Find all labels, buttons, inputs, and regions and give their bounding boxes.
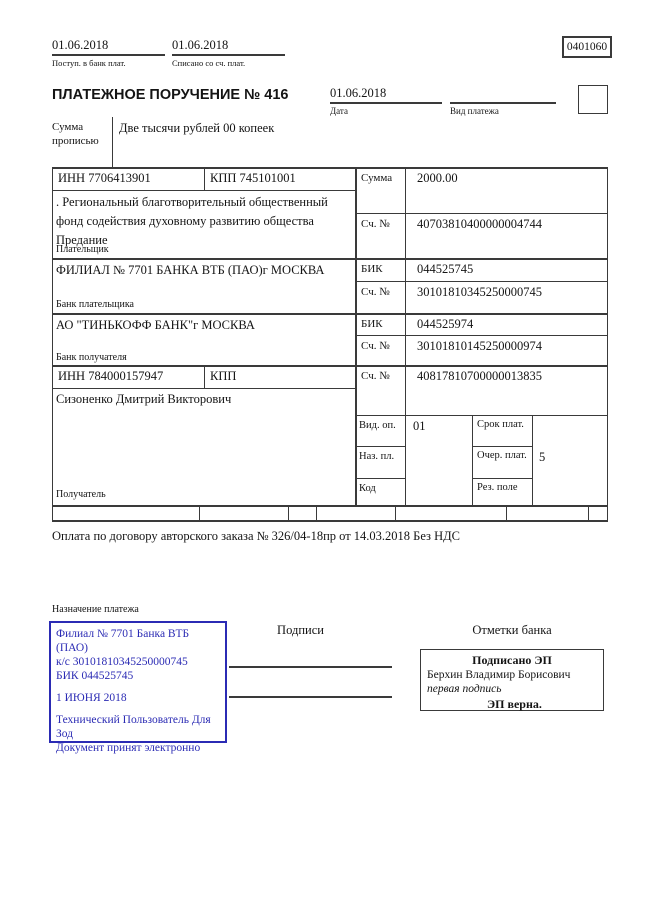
received-date-label: Поступ. в банк плат.	[52, 58, 126, 68]
esign-sign-type: первая подпись	[427, 683, 502, 696]
date-value: 01.06.2018	[330, 86, 442, 104]
amount-words-value: Две тысячи рублей 00 копеек	[119, 121, 275, 135]
payment-type-box	[578, 85, 608, 114]
stamp-bank-name: Филиал № 7701 Банка ВТБ (ПАО)	[56, 628, 190, 655]
payer-account: 40703810400000004744	[417, 217, 542, 231]
divider	[112, 117, 113, 167]
table-border	[355, 478, 406, 479]
payer-bank-bik-label: БИК	[361, 263, 383, 275]
payer-bank-bik: 044525745	[417, 262, 474, 276]
table-border	[472, 415, 473, 505]
table-border	[52, 190, 355, 191]
payer-bank-name: ФИЛИАЛ № 7701 БАНКА ВТБ (ПАО)г МОСКВА	[56, 263, 325, 277]
table-border	[355, 167, 357, 505]
payment-type-label: Вид платежа	[450, 106, 499, 116]
stamp-corr-account: к/с 30101810345250000745	[56, 656, 188, 669]
bank-stamp	[49, 621, 227, 755]
table-border	[52, 388, 355, 389]
payee-account: 40817810700000013835	[417, 369, 542, 383]
op-reserve-label: Рез. поле	[477, 482, 518, 493]
table-border	[288, 505, 289, 522]
amount-label: Сумма	[361, 172, 393, 184]
debited-date-label: Списано со сч. плат.	[172, 58, 246, 68]
purpose-text: Оплата по договору авторского заказа № 326/04-18пр от 14.03.2018 Без НДС	[52, 529, 461, 543]
op-code-label: Код	[359, 483, 376, 494]
debited-date-value: 01.06.2018	[172, 38, 285, 56]
op-type-label: Вид. оп.	[359, 420, 396, 431]
esign-stamp	[420, 649, 604, 711]
esign-verdict: ЭП верна.	[487, 696, 542, 711]
table-border	[405, 167, 406, 505]
signatures-label: Подписи	[277, 623, 324, 637]
bank-marks-label: Отметки банка	[472, 623, 552, 637]
date-field	[330, 86, 442, 116]
table-border	[607, 167, 608, 522]
op-order-value: 5	[539, 450, 546, 464]
table-border	[52, 167, 53, 522]
payer-bank-account-label: Сч. №	[361, 286, 390, 298]
table-border	[355, 446, 406, 447]
table-border	[472, 478, 532, 479]
table-border	[52, 520, 608, 522]
op-purpose-code-label: Наз. пл.	[359, 451, 395, 462]
stamp-bik: БИК 044525745	[56, 670, 134, 683]
payer-bank-account: 30101810345250000745	[417, 285, 542, 299]
payer-inn: ИНН 7706413901	[58, 171, 151, 185]
payer-kpp: КПП 745101001	[210, 171, 296, 185]
form-code-box: 0401060	[562, 36, 612, 58]
amount-words-label: Сумма прописью	[52, 121, 99, 147]
table-border	[204, 365, 205, 388]
table-border	[199, 505, 200, 522]
payee-bank-bik-label: БИК	[361, 318, 383, 330]
table-border	[316, 505, 317, 522]
table-border	[395, 505, 396, 522]
table-border	[204, 167, 205, 190]
table-border	[472, 446, 532, 447]
op-order-label: Очер. плат.	[477, 450, 527, 461]
signature-line	[229, 696, 392, 698]
payer-name: . Региональный благотворительный общественный фонд содействия духовному развитию общества Предание	[56, 195, 328, 247]
payment-type-value	[450, 86, 556, 104]
payee-name: Сизоненко Дмитрий Викторович	[56, 392, 232, 406]
payment-table	[52, 167, 608, 522]
payee-inn: ИНН 784000157947	[58, 369, 164, 383]
payee-section-label: Получатель	[56, 489, 106, 500]
signature-line	[229, 666, 392, 668]
received-date-value: 01.06.2018	[52, 38, 165, 56]
purpose-label: Назначение платежа	[52, 604, 139, 615]
table-border	[532, 415, 533, 505]
payee-bank-bik: 044525974	[417, 317, 474, 331]
stamp-note: Документ принят электронно	[56, 742, 201, 755]
table-border	[52, 258, 608, 260]
table-border	[355, 415, 608, 416]
table-border	[52, 313, 608, 315]
payer-section-label: Плательщик	[56, 244, 109, 255]
table-border	[355, 213, 608, 214]
payee-bank-section-label: Банк получателя	[56, 352, 127, 363]
received-date-field	[52, 38, 165, 68]
table-border	[506, 505, 507, 522]
op-type-value: 01	[413, 419, 426, 433]
table-border	[52, 365, 608, 367]
op-term-label: Срок плат.	[477, 419, 524, 430]
table-border	[355, 281, 608, 282]
debited-date-field	[172, 38, 285, 68]
date-label: Дата	[330, 106, 348, 116]
payee-kpp-label: КПП	[210, 369, 237, 383]
payee-bank-name: АО "ТИНЬКОФФ БАНК"г МОСКВА	[56, 318, 255, 332]
payer-account-label: Сч. №	[361, 218, 390, 230]
table-border	[52, 167, 608, 169]
stamp-user: Технический Пользователь Для Зод	[56, 714, 211, 741]
table-border	[588, 505, 589, 522]
table-border	[52, 505, 608, 507]
stamp-date: 1 ИЮНЯ 2018	[56, 692, 127, 705]
amount-value: 2000.00	[417, 171, 458, 185]
table-border	[355, 335, 608, 336]
payment-type-field	[450, 86, 556, 116]
payee-account-label: Сч. №	[361, 370, 390, 382]
payee-bank-account-label: Сч. №	[361, 340, 390, 352]
esign-name: Берхин Владимир Борисович	[427, 669, 571, 681]
document-title: ПЛАТЕЖНОЕ ПОРУЧЕНИЕ № 416	[52, 87, 289, 103]
payer-bank-section-label: Банк плательщика	[56, 299, 134, 310]
esign-title: Подписано ЭП	[472, 653, 552, 667]
payee-bank-account: 30101810145250000974	[417, 339, 542, 353]
